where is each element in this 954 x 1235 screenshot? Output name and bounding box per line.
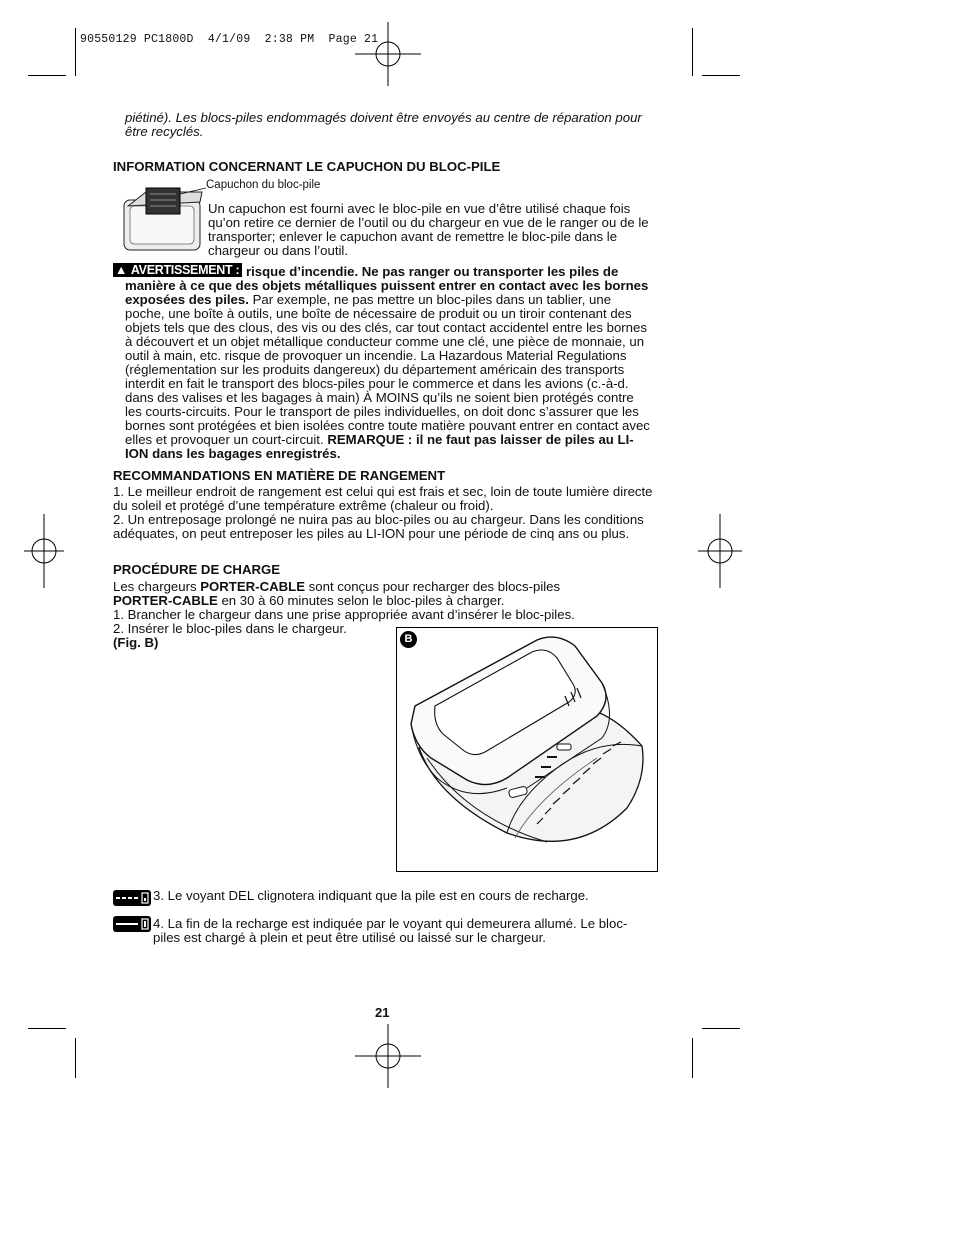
charge-intro-a: Les chargeurs [113, 579, 201, 594]
charger-with-battery-illustration [397, 628, 657, 871]
crop-mark [692, 28, 693, 76]
crop-mark [28, 1028, 66, 1029]
crop-mark [28, 75, 66, 76]
registration-mark-icon [24, 514, 64, 588]
charge-intro-c: en 30 à 60 minutes selon le bloc-piles à charger. [217, 593, 505, 608]
charge-step-1: 1. Brancher le chargeur dans une prise appropriée avant d’insérer le bloc-piles. [113, 607, 575, 622]
charge-step-3: 3. Le voyant DEL clignotera indiquant que la pile est en cours de recharge. [153, 888, 589, 903]
led-solid-icon [113, 916, 151, 932]
cap-figure-label: Capuchon du bloc-pile [206, 179, 321, 191]
intro-paragraph [125, 111, 645, 139]
charge-heading: PROCÉDURE DE CHARGE [113, 562, 281, 577]
page-number: 21 [375, 1005, 390, 1020]
charge-intro [113, 580, 673, 608]
warning-lead: risque d’incendie. Ne pas ranger ou transporter les piles de manière à ce que des objets métalliques puissent entrer en contact avec les bornes exposées des piles. [125, 264, 649, 307]
warning-remark: REMARQUE : il ne faut pas laisser de piles au LI-ION dans les bagages enregistrés. [125, 432, 634, 461]
storage-item-1: 1. Le meilleur endroit de rangement est celui qui est frais et sec, loin de toute lumière directe du soleil et protégé d’une température extrême (chaleur ou froid). [113, 484, 653, 513]
charge-step-2: 2. Insérer le bloc-piles dans le chargeur. [113, 621, 347, 636]
warning-body: Par exemple, ne pas mettre un bloc-piles dans un tablier, une poche, une boîte à outils, une boîte de nécessaire de produit ou un tiroir contenant des objets tels que des clous, des vis ou des clés, car tout contact accidentel entre les bornes à découvert et un objet métallique conducteur comme une clé, une pièce de monnaie, un outil à main, etc. risque de provoquer un incendie. La Hazardous Material Regulations (réglementation sur les produits dangereux) du département américain des transports interdit en fait le transport des blocs-piles pour le commerce et dans les avions (c.-à-d. dans des valises et les bagages à main) À MOINS qu’ils ne soient bien protégés contre les courts-circuits. Pour le transport de piles individuelles, on doit donc s’assurer que les bornes sont protégées et bien isolées contre toute matière pouvant entrer en contact avec elles et provoquer un court-circuit. [125, 292, 650, 447]
cap-section-body: Un capuchon est fourni avec le bloc-pile en vue d’être utilisé chaque fois qu’on retire ce dernier de l’outil ou du chargeur en vue de le ranger ou de le transporter; enlever le capuchon avant de remettre le bloc-pile dans le chargeur ou dans l’outil. [208, 201, 649, 258]
warning-badge-label: AVERTISSEMENT : [130, 263, 240, 277]
storage-heading: RECOMMANDATIONS EN MATIÈRE DE RANGEMENT [113, 468, 446, 483]
crop-mark [702, 75, 740, 76]
intro-text: piétiné). Les blocs-piles endommagés doivent être envoyés au centre de réparation pour être recyclés. [125, 110, 642, 139]
charge-intro-b: sont conçus pour recharger des blocs-piles [305, 579, 561, 594]
battery-cap-illustration [116, 186, 206, 256]
print-slug: 90550129 PC1800D 4/1/09 2:38 PM Page 21 [80, 33, 379, 46]
figure-reference: (Fig. B) [113, 635, 159, 650]
storage-item-2: 2. Un entreposage prolongé ne nuira pas au bloc-piles ou au chargeur. Dans les conditions adéquates, on peut entreposer les piles au LI-ION pour une période de cinq ans ou plus. [113, 512, 644, 541]
crop-mark [75, 28, 76, 76]
registration-mark-icon [698, 514, 742, 588]
figure-letter-badge: B [400, 631, 417, 648]
charge-step-4: 4. La fin de la recharge est indiquée par le voyant qui demeurera allumé. Le bloc-piles est chargé à plein et peut être utilisé ou laissé sur le chargeur. [153, 916, 628, 945]
registration-mark-icon [355, 1024, 421, 1088]
brand-name: PORTER-CABLE [113, 593, 218, 608]
cap-section-heading: INFORMATION CONCERNANT LE CAPUCHON DU BLOC-PILE [113, 159, 501, 174]
figure-b-frame [396, 627, 658, 872]
warning-paragraph [125, 265, 650, 461]
crop-mark [692, 1038, 693, 1078]
warning-triangle-icon: ▲ [115, 263, 128, 277]
led-blinking-icon [113, 890, 151, 906]
crop-mark [75, 1038, 76, 1078]
brand-name: PORTER-CABLE [200, 579, 306, 594]
registration-mark-icon [355, 22, 421, 86]
crop-mark [702, 1028, 740, 1029]
